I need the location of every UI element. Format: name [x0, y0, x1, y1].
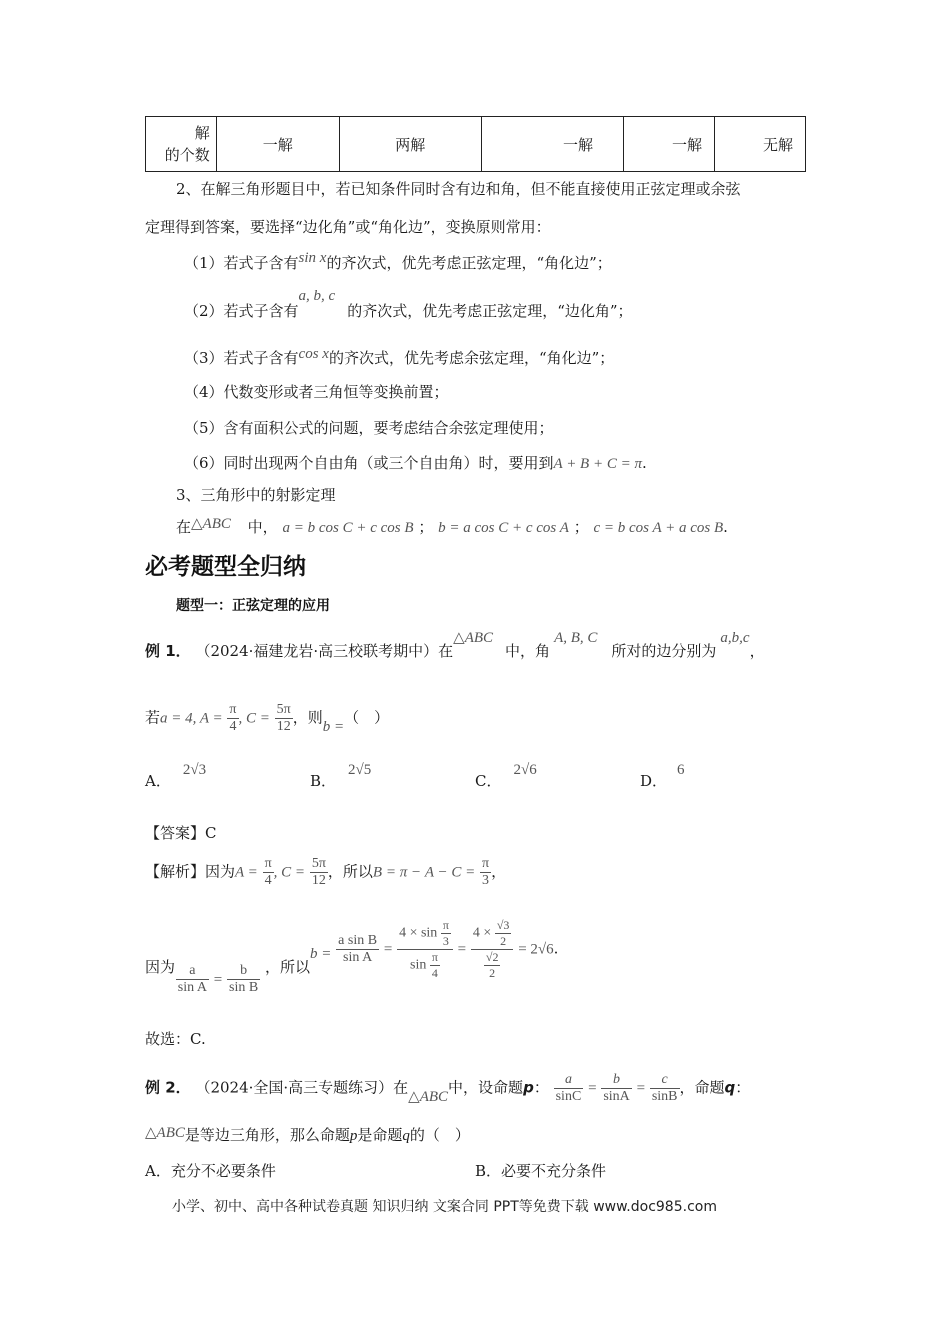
example2-option-a[interactable]: A．充分不必要条件: [145, 1162, 276, 1180]
math-sinx: sin x: [298, 250, 327, 266]
section-heading: 必考题型全归纳: [145, 554, 306, 580]
example1-option-a[interactable]: A．2√3: [145, 762, 207, 790]
fraction-sqrt-ratio: 4 × $\frac{√3}{2}$ $\frac{√2}{2}$: [471, 918, 514, 981]
rule-item-6: （6）同时出现两个自由角（或三个自由角）时，要用到A + B + C = π.: [184, 454, 647, 472]
table-header-line1: 解: [194, 124, 210, 142]
example1-analysis-line2: 因为 $\frac{a}{\text{sin A}}$ = $\frac{b}{\text{sin B}}$ ，所以b = $\frac{\text{a sin B}}{\text{sin A}}$ = 4 × sin $\frac{\pi}{3}$ sin $\frac{\pi}{4}$ = 4 × $\frac{√3}{2}$ $\frac{√2}{2}$ = 2√6.: [145, 918, 559, 995]
projection-theorem: 在△ABC 中， a = b cos C + c cos B ； b = a cos C + c cos A ； c = b cos A + a cos B.: [176, 516, 728, 536]
table-cell: 一解: [481, 117, 623, 172]
projection-formula-b: b = a cos C + c cos A: [438, 520, 569, 536]
example2-option-b[interactable]: B．必要不充分条件: [475, 1162, 607, 1180]
example2-label: 例 2．: [145, 1078, 191, 1097]
example1-answer: 【答案】C: [145, 824, 217, 842]
table-header-line2: 的个数: [164, 146, 210, 164]
solutions-table: [145, 116, 806, 172]
table-cell: 无解: [714, 117, 805, 172]
table-cell: 两解: [339, 117, 481, 172]
example2-line2: △ABC是等边三角形，那么命题p是命题q的（ ）: [145, 1125, 470, 1144]
page-footer: 小学、初中、高中各种试卷真题 知识归纳 文案合同 PPT等免费下载 www.doc985.com: [172, 1199, 717, 1215]
fraction-pi-over-4: $\frac{\pi}{4}$: [229, 702, 237, 734]
rule-item-4: （4）代数变形或者三角恒等变换前置；: [184, 383, 449, 401]
fraction-pi-over-4: $\frac{\pi}{4}$: [264, 856, 272, 888]
example1-option-d[interactable]: D．6: [640, 762, 685, 790]
example1-option-b[interactable]: B．2√5: [310, 762, 372, 790]
fraction-b-over-sinA: $\frac{b}{\sin A}$: [603, 1072, 630, 1104]
math-abc: a, b, c: [298, 288, 336, 304]
example1-conclusion: 故选：C.: [145, 1030, 206, 1048]
rule-item-3: （3）若式子含有cos x的齐次式，优先考虑余弦定理，“角化边”；: [184, 346, 615, 367]
math-cosx: cos x: [298, 346, 329, 362]
fraction-5pi-over-12: $\frac{5\pi}{12}$: [276, 702, 291, 734]
example1-stem: 例 1． （2024·福建龙岩·高三校联考期中）在△ABC中，角A, B, C所对的边分别为a,b,c，: [145, 630, 765, 660]
table-cell: 一解: [216, 117, 339, 172]
fraction-a-over-sinA: $\frac{a}{\text{sin A}}$: [177, 963, 207, 995]
rule-item-2: （2）若式子含有a, b, c的齐次式，优先考虑正弦定理，“边化角”；: [184, 288, 633, 320]
example1-label: 例 1．: [145, 642, 191, 660]
math-angle-sum: A + B + C = π: [553, 456, 642, 472]
example2-stem: 例 2． （2024·全国·高三专题练习）在△ABC中，设命题p： $\frac{a}{\sin C}$ = $\frac{b}{\sin A}$ = $\frac{c}{\sin B}$ ，命题q：: [145, 1072, 751, 1105]
example1-analysis-line1: 【解析】因为A = $\frac{\pi}{4}$ , C = $\frac{5\pi}{12}$ ，所以B = π − A − C = $\frac{\pi}{3}$ ，: [145, 856, 507, 888]
fraction-a-over-sinC: $\frac{a}{\sin C}$: [555, 1072, 582, 1104]
example1-option-c[interactable]: C．2√6: [475, 762, 537, 790]
fraction-c-over-sinB: $\frac{c}{\sin B}$: [651, 1072, 678, 1104]
section-subheading: 题型一：正弦定理的应用: [176, 598, 330, 614]
fraction-5pi-over-12: $\frac{5\pi}{12}$: [311, 856, 326, 888]
table-header-cell: [146, 117, 217, 172]
table-cell: 一解: [623, 117, 714, 172]
fraction-b-over-sinB: $\frac{b}{\text{sin B}}$: [229, 963, 259, 995]
fraction-sine-ratio: 4 × sin $\frac{\pi}{3}$ sin $\frac{\pi}{4}$: [397, 918, 453, 981]
rule-item-1: （1）若式子含有sin x的齐次式，优先考虑正弦定理，“角化边”；: [184, 250, 612, 272]
section3-title: 3、三角形中的射影定理: [176, 486, 336, 504]
section2-intro-line2: 定理得到答案，要选择“边化角”或“角化边”，变换原则常用：: [145, 218, 551, 236]
projection-formula-c: c = b cos A + a cos B: [593, 520, 724, 536]
projection-formula-a: a = b cos C + c cos B: [282, 520, 414, 536]
example1-condition: 若a = 4, A = $\frac{\pi}{4}$ , C = $\frac{5\pi}{12}$ ，则b =（ ）: [145, 702, 390, 735]
fraction-asinB-over-sinA: $\frac{\text{a sin B}}{\text{sin A}}$: [338, 933, 378, 965]
rule-item-5: （5）含有面积公式的问题，要考虑结合余弦定理使用；: [184, 419, 554, 437]
fraction-pi-over-3: $\frac{\pi}{3}$: [482, 856, 490, 888]
section2-intro-line1: 2、在解三角形题目中，若已知条件同时含有边和角，但不能直接使用正弦定理或余弦: [176, 180, 741, 198]
